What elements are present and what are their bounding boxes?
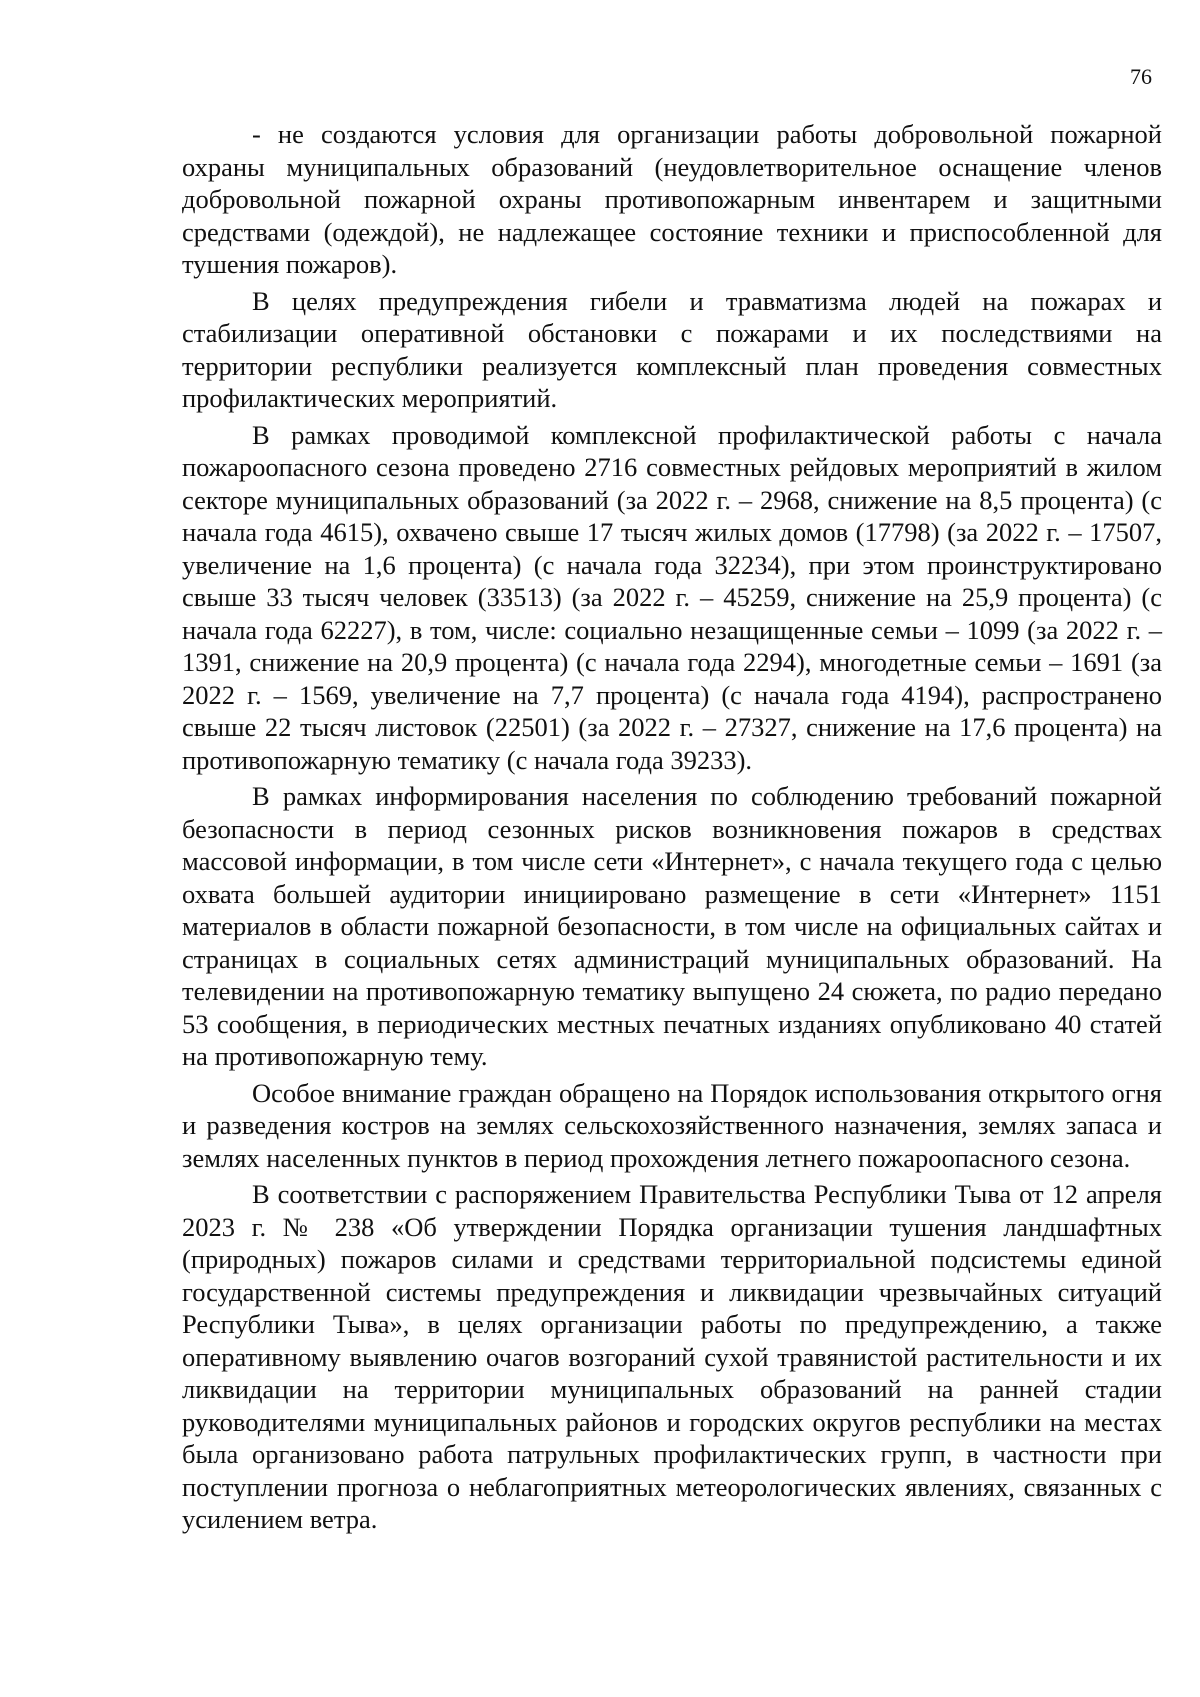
page-number: 76: [1130, 64, 1152, 89]
paragraph-media-informing: В рамках информирования населения по соблюдению требований пожарной безопасности в период сезонных рисков возникновения пожаров в средствах массовой информации, в том числе сети «Интернет», с начала текущего года с целью охвата большей аудитории инициировано размещение в сети «Интернет» 1151 материалов в области пожарной безопасности, в том числе на официальных сайтах и страницах в социальных сетях администраций муниципальных образований. На телевидении на противопожарную тематику выпущено 24 сюжета, по радио передано 53 сообщения, в периодических местных печатных изданиях опубликовано 40 статей на противопожарную тему.: [182, 781, 1162, 1071]
paragraph-raid-statistics: В рамках проводимой комплексной профилактической работы с начала пожароопасного сезона проведено 2716 совместных рейдовых мероприятий в жилом секторе муниципальных образований (за 2022 г. – 2968, снижение на 8,5 процента) (с начала года 4615), охвачено свыше 17 тысяч жилых домов (17798) (за 2022 г. – 17507, увеличение на 1,6 процента) (с начала года 32234), при этом проинструктировано свыше 33 тысяч человек (33513) (за 2022 г. – 45259, снижение на 25,9 процента) (с начала года 62227), в том, числе: социально незащищенные семьи – 1099 (за 2022 г. – 1391, снижение на 20,9 процента) (с начала года 2294), многодетные семьи – 1691 (за 2022 г. – 1569, увеличение на 7,7 процента) (с начала года 4194), распространено свыше 22 тысяч листовок (22501) (за 2022 г. – 27327, снижение на 17,6 процента) на противопожарную тематику (с начала года 39233).: [182, 419, 1162, 775]
paragraph-prevention-plan: В целях предупреждения гибели и травматизма людей на пожарах и стабилизации оперативной обстановки с пожарами и их последствиями на территории республики реализуется комплексный план проведения совместных профилактических мероприятий.: [182, 285, 1162, 413]
paragraph-open-fire-rules: Особое внимание граждан обращено на Порядок использования открытого огня и разведения костров на землях сельскохозяйственного назначения, землях запаса и землях населенных пунктов в период прохождения летнего пожароопасного сезона.: [182, 1077, 1162, 1173]
document-body: [182, 118, 1162, 1540]
paragraph-volunteer-fire-conditions: - не создаются условия для организации работы добровольной пожарной охраны муниципальных образований (неудовлетворительное оснащение членов добровольной пожарной охраны противопожарным инвентарем и защитными средствами (одеждой), не надлежащее состояние техники и приспособленной для тушения пожаров).: [182, 119, 1162, 279]
paragraph-government-order: В соответствии с распоряжением Правительства Республики Тыва от 12 апреля 2023 г. № 238 «Об утверждении Порядка организации тушения ландшафтных (природных) пожаров силами и средствами территориальной подсистемы единой государственной системы предупреждения и ликвидации чрезвычайных ситуаций Республики Тыва», в целях организации работы по предупреждению, а также оперативному выявлению очагов возгораний сухой травянистой растительности и их ликвидации на территории муниципальных образований на ранней стадии руководителями муниципальных районов и городских округов республики на местах была организовано работа патрульных профилактических групп, в частности при поступлении прогноза о неблагоприятных метеорологических явлениях, связанных с усилением ветра.: [182, 1179, 1162, 1534]
